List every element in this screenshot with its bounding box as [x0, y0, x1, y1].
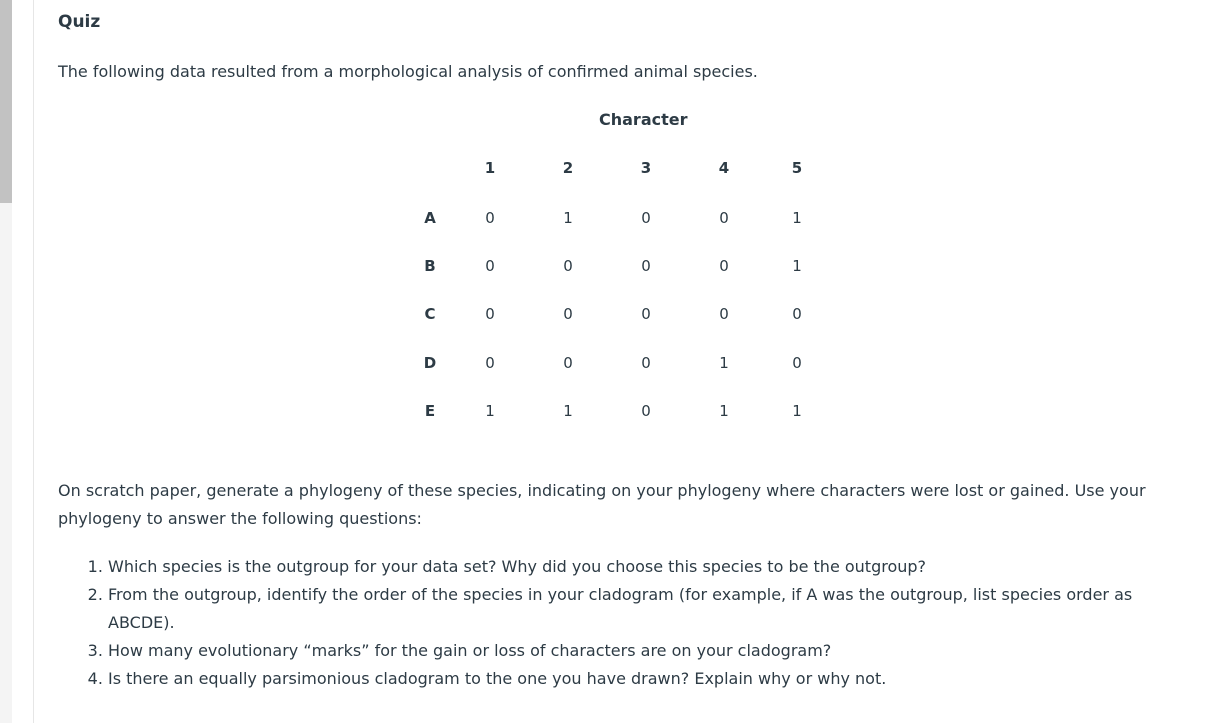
column-header: 5	[791, 159, 803, 177]
table-cell: 0	[485, 354, 495, 372]
scrollbar-thumb[interactable]	[0, 0, 12, 203]
table-cell: 1	[792, 257, 802, 275]
row-label: D	[423, 354, 437, 372]
table-cell: 1	[719, 402, 729, 420]
question-list	[58, 553, 1188, 693]
row-label: C	[424, 305, 436, 323]
table-cell: 0	[641, 305, 651, 323]
table-cell: 0	[641, 209, 651, 227]
table-cell: 0	[485, 305, 495, 323]
intro-text: The following data resulted from a morphological analysis of confirmed animal species.	[58, 62, 758, 81]
instructions-paragraph: On scratch paper, generate a phylogeny of these species, indicating on your phylogeny where characters were lost or gained. Use your phylogeny to answer the following questions:	[58, 481, 1146, 528]
column-header: 3	[640, 159, 652, 177]
question-item: 3. How many evolutionary “marks” for the gain or loss of characters are on your cladogram?	[108, 637, 1188, 665]
table-cell: 0	[641, 402, 651, 420]
quiz-title: Quiz	[58, 12, 101, 32]
column-header: 1	[484, 159, 496, 177]
table-cell: 1	[792, 402, 802, 420]
table-cell: 1	[563, 402, 573, 420]
table-cell: 1	[719, 354, 729, 372]
row-label: B	[424, 257, 436, 275]
table-cell: 0	[792, 354, 802, 372]
scrollbar-track[interactable]	[0, 0, 12, 723]
table-cell: 0	[641, 257, 651, 275]
table-cell: 0	[792, 305, 802, 323]
table-cell: 0	[719, 257, 729, 275]
table-cell: 0	[719, 305, 729, 323]
table-cell: 0	[485, 209, 495, 227]
table-cell: 0	[719, 209, 729, 227]
table-cell: 1	[485, 402, 495, 420]
table-cell: 0	[563, 305, 573, 323]
table-cell: 1	[563, 209, 573, 227]
table-cell: 0	[485, 257, 495, 275]
question-item: 1. Which species is the outgroup for your data set? Why did you choose this species to be the outgroup?	[108, 553, 1188, 581]
character-header: Character	[599, 110, 688, 129]
question-item: 4. Is there an equally parsimonious cladogram to the one you have drawn? Explain why or why not.	[108, 665, 1188, 693]
question-item: 2. From the outgroup, identify the order of the species in your cladogram (for example, if A was the outgroup, list species order as ABCDE).	[108, 581, 1188, 637]
table-cell: 0	[563, 354, 573, 372]
row-label: A	[424, 209, 436, 227]
table-cell: 0	[563, 257, 573, 275]
table-cell: 1	[792, 209, 802, 227]
row-label: E	[424, 402, 436, 420]
table-cell: 0	[641, 354, 651, 372]
column-header: 4	[718, 159, 730, 177]
column-header: 2	[562, 159, 574, 177]
